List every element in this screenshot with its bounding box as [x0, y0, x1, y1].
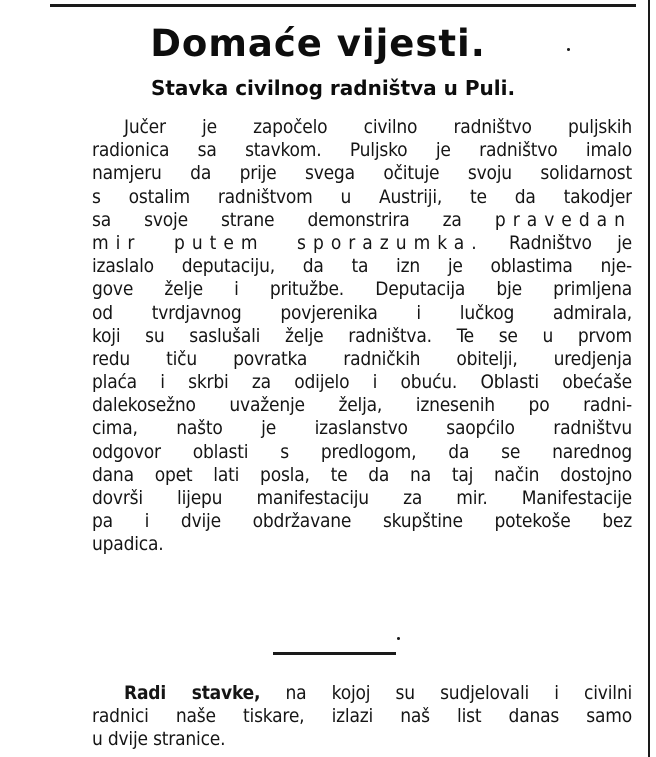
body-line: dana opet lati posla, te da na taj način dostojno [92, 463, 632, 486]
body-text: sa svoje strane demonstrira za [92, 208, 495, 231]
body-line: koji su saslušali želje radništva. Te se u prvom [92, 324, 632, 347]
column-rule [648, 0, 650, 757]
body-line: od tvrdjavnog povjerenika i lučkog admirala, [92, 301, 632, 324]
speck [567, 48, 570, 51]
speck [397, 637, 400, 640]
body-line: Jučer je započelo civilno radništvo puljskih [124, 116, 632, 138]
notice-line: radnici naše tiskare, izlazi naš list danas samo [92, 705, 632, 728]
body-line: cima, našto je izaslanstvo saopćilo radništvu [92, 417, 632, 440]
body-line: dalekosežno uvaženje želja, iznesenih po radni- [92, 394, 632, 417]
body-line: dovrši lijepu manifestaciju za mir. Manifestacije [92, 487, 632, 509]
section-divider [273, 652, 396, 655]
article-body [92, 116, 632, 557]
notice-text: na kojoj su sudjelovali i civilni [285, 682, 632, 704]
body-line: izaslalo deputaciju, da ta izn je oblastima nje- [92, 255, 632, 278]
section-title: Domaće vijesti. [150, 22, 486, 65]
body-line: radionica sa stavkom. Puljsko je radništvo imalo [92, 139, 632, 162]
body-line: odgovor oblasti s predlogom, da se narednog [92, 440, 632, 463]
body-line: plaća i skrbi za odijelo i obuću. Oblasti obećaše [92, 371, 632, 394]
article-headline: Stavka civilnog radništva u Puli. [150, 76, 516, 100]
body-line: upadica. [92, 533, 164, 556]
body-line: redu tiču povratka radničkih obitelji, uredjenja [92, 347, 632, 370]
top-rule [50, 4, 636, 7]
body-line [92, 209, 632, 232]
body-line: namjeru da prije svega očituje svoju solidarnost [92, 162, 632, 185]
spaced-phrase: mir putem sporazumka. [92, 231, 484, 254]
body-line: pa i dvije obdržavane skupštine potekoše bez [92, 510, 632, 533]
body-line [92, 232, 632, 255]
notice-lead: Radi stavke, [124, 682, 261, 704]
body-line: s ostalim radništvom u Austriji, te da takodjer [92, 185, 632, 208]
body-line: gove želje i pritužbe. Deputacija bje primljena [92, 278, 632, 301]
body-text: Radništvo je [483, 231, 632, 254]
printing-notice [92, 682, 632, 752]
spaced-phrase: pravedan [494, 208, 632, 231]
notice-line: u dvije stranice. [92, 728, 226, 751]
notice-line [92, 682, 632, 705]
